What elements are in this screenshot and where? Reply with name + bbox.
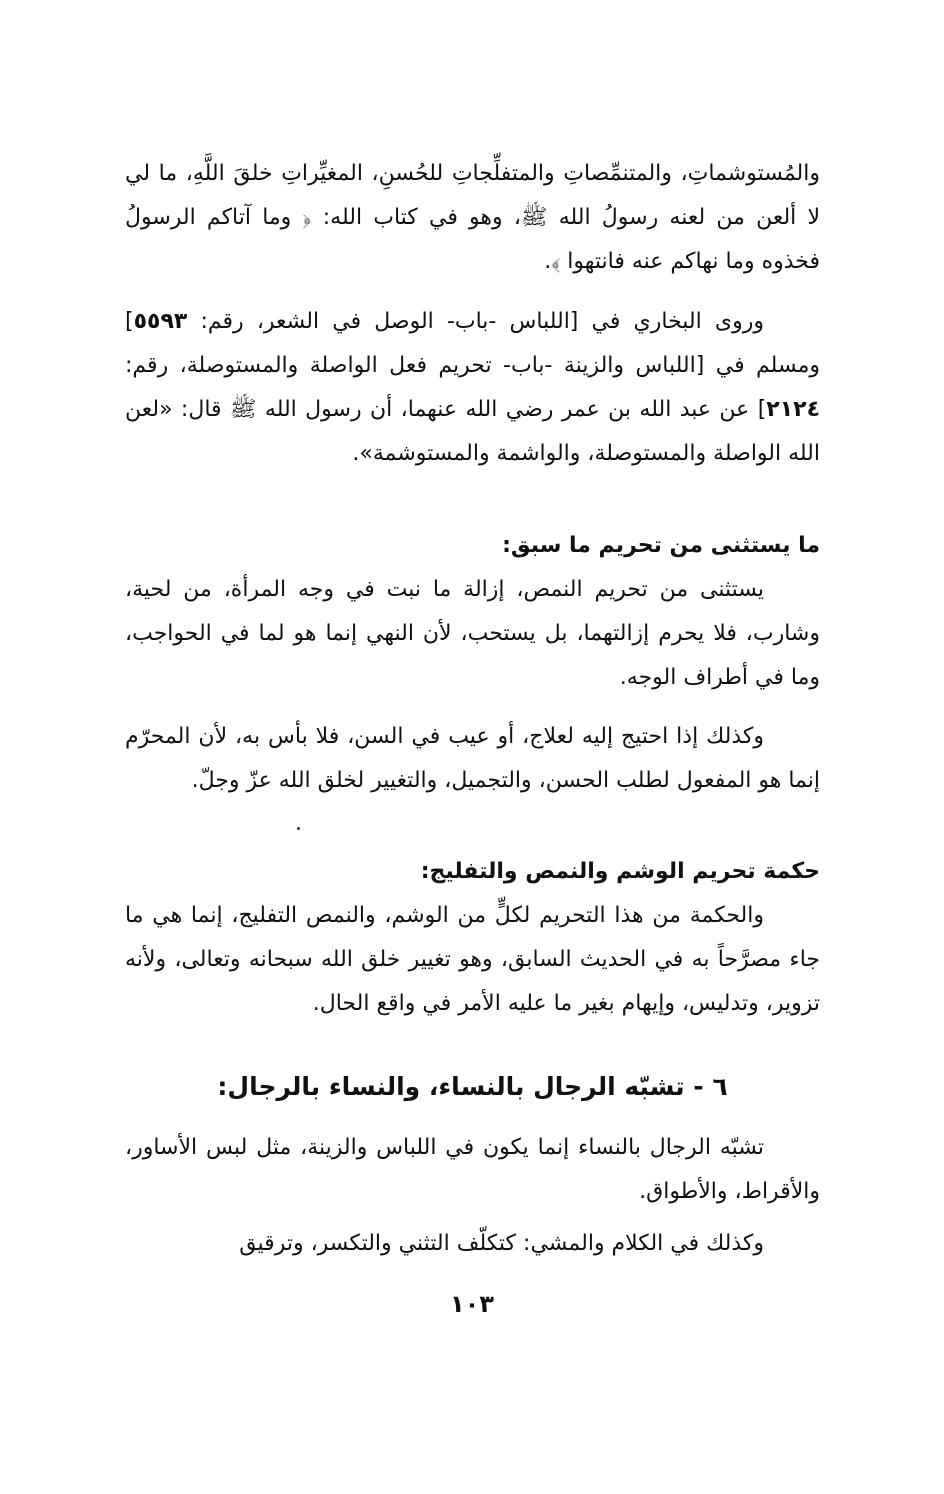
reference-end-text: ] عن عبد الله بن عمر رضي الله عنهما، أن رسول الله ﷺ قال: «لعن الله الواصلة والمستوصلة، والواشمة والمستوشمة». (125, 397, 820, 466)
paragraph-hadith-continuation: والمُستوشماتِ، والمتنمِّصاتِ والمتفلِّجاتِ للحُسنِ، المغيِّراتِ خلقَ اللَّهِ، ما لي لا ألعن من لعنه رسولُ الله ﷺ، وهو في كتاب الله: ﴿ وما آتاكم الرسولُ فخذوه وما نهاكم عنه فانتهوا ﴾. (125, 161, 820, 274)
paragraph-imitation-speech: وكذلك في الكلام والمشي: كتكلّف التثني والتكسر، وترقيق (239, 1231, 764, 1256)
paragraph-exceptions: يستثنى من تحريم النمص، إزالة ما نبت في وجه المرأة، من لحية، وشارب، فلا يحرم إزالتهما، بل يستحب، لأن النهي إنما هو لما في الحواجب، وما في أطراف الوجه. (125, 577, 820, 690)
paragraph-bukhari-muslim-reference (125, 300, 820, 476)
hadith-number-bukhari: ٥٥٩٣ (133, 309, 188, 334)
hadith-number-muslim: ٢١٢٤ (766, 397, 820, 422)
page-number: ١٠٣ (450, 1290, 494, 1318)
paragraph-treatment-exception: وكذلك إذا احتيج إليه لعلاج، أو عيب في السن، فلا بأس به، لأن المحرّم إنما هو المفعول لطلب الحسن، والتجميل، والتغيير لخلق الله عزّ وجلّ. (125, 724, 820, 793)
section-title-imitation: ٦ - تشبّه الرجال بالنساء، والنساء بالرجال: (217, 1072, 728, 1101)
reference-intro-text: وروى البخاري في [اللباس -باب- الوصل في الشعر، رقم: (187, 309, 764, 334)
heading-wisdom: حكمة تحريم الوشم والنمص والتفليج: (420, 859, 820, 884)
heading-exceptions: ما يستثنى من تحريم ما سبق: (502, 533, 820, 558)
paragraph-wisdom: والحكمة من هذا التحريم لكلٍّ من الوشم، والنمص التفليج، إنما هي ما جاء مصرَّحاً به في الحديث السابق، وهو تغيير خلق الله سبحانه وتعالى، ولأنه تزوير، وتدليس، وإيهام بغير ما عليه الأمر في واقع الحال. (125, 903, 820, 1016)
reference-middle-text: ] ومسلم في [اللباس والزينة -باب- تحريم فعل الواصلة والمستوصلة، رقم: (125, 309, 820, 378)
stray-dot-mark (297, 827, 300, 830)
paragraph-imitation-clothing: تشبّه الرجال بالنساء إنما يكون في اللباس والزينة، مثل لبس الأساور، والأقراط، والأطواق. (125, 1135, 820, 1204)
